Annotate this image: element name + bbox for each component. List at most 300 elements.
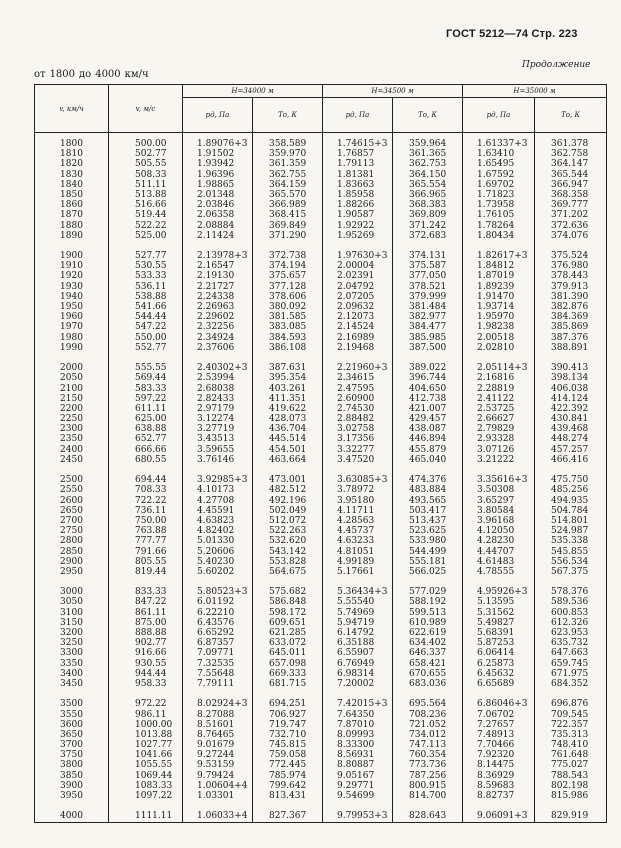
cell-v-kmh: 1820 — [60, 159, 83, 170]
cell-v-kmh: 3450 — [60, 678, 83, 689]
cell-p3: 7.06702 — [477, 709, 515, 720]
cell-v-ms: 583.33 — [135, 383, 167, 394]
cell-v-ms: 552.77 — [135, 342, 167, 353]
cell-v-kmh: 2450 — [60, 454, 83, 465]
cell-p2: 3.17356 — [337, 434, 375, 445]
cell-p1: 2.68038 — [197, 383, 235, 394]
cell-p1: 3.59655 — [197, 444, 235, 455]
cell-t3: 390.413 — [551, 363, 589, 374]
cell-v-ms: 511.11 — [135, 179, 167, 190]
cell-t1: 772.445 — [269, 760, 307, 771]
cell-v-ms: 555.55 — [135, 363, 167, 374]
cell-v-ms: 888.88 — [135, 628, 167, 638]
cell-p2: 3.32277 — [337, 444, 375, 455]
cell-t3: 524.987 — [551, 526, 589, 537]
cell-p3: 1.78264 — [477, 220, 515, 231]
cell-t2: 773.736 — [409, 760, 447, 771]
cell-t3: 439.468 — [551, 424, 589, 435]
cell-t3: 684.352 — [551, 678, 589, 689]
cell-p2: 5.74969 — [337, 607, 375, 618]
cell-v-ms: 550.00 — [135, 332, 167, 343]
cell-t1: 785.974 — [269, 770, 307, 781]
cell-p1: 4.82402 — [197, 526, 235, 537]
cell-t1: 482.512 — [269, 485, 307, 496]
cell-v-kmh: 2250 — [60, 414, 83, 425]
cell-t1: 543.142 — [269, 546, 307, 557]
cell-p1: 5.20606 — [197, 546, 235, 557]
cell-v-kmh: 3350 — [60, 658, 83, 669]
cell-t3: 376.980 — [551, 261, 589, 272]
cell-p3: 3.80584 — [477, 505, 515, 516]
cell-p1: 2.24338 — [197, 291, 235, 302]
cell-t1: 387.631 — [269, 363, 307, 374]
cell-p2: 6.35188 — [337, 638, 375, 649]
cell-v-ms: 569.44 — [135, 373, 167, 384]
cell-t3: 815.986 — [551, 791, 589, 801]
cell-p3: 2.05114+3 — [477, 363, 528, 374]
block-gap — [477, 241, 534, 251]
col-header-t1: Tо, К — [253, 98, 323, 133]
cell-p1: 6.01192 — [197, 597, 235, 608]
cell-p2: 9.79953+3 — [337, 811, 388, 822]
block-gap — [269, 577, 322, 587]
cell-p3: 5.87253 — [477, 638, 515, 649]
cell-p2: 2.09632 — [337, 302, 375, 312]
cell-t1: 827.367 — [269, 811, 307, 822]
cell-t3: 374.076 — [551, 230, 589, 241]
cell-t1: 633.072 — [269, 638, 307, 649]
cell-v-kmh: 3050 — [60, 597, 83, 608]
cell-p1: 1.03301 — [197, 791, 235, 801]
column-p1 — [183, 133, 253, 823]
cell-p3: 6.65689 — [477, 678, 515, 689]
atmosphere-table — [34, 84, 607, 823]
cell-p3: 2.41122 — [477, 393, 515, 404]
cell-p3: 6.86046+3 — [477, 699, 528, 710]
block-gap — [35, 241, 108, 251]
block-gap — [197, 577, 252, 587]
cell-t3: 365.544 — [551, 169, 589, 180]
cell-t2: 385.985 — [409, 332, 447, 343]
cell-t2: 382.977 — [409, 312, 447, 323]
cell-t3: 612.326 — [551, 617, 589, 628]
cell-p1: 2.34924 — [197, 332, 235, 343]
cell-t3: 485.256 — [551, 485, 589, 496]
cell-p3: 9.06091+3 — [477, 811, 528, 822]
cell-v-kmh: 1970 — [60, 322, 83, 333]
col-header-v-ms: v, м/с — [109, 85, 183, 133]
cell-t3: 388.891 — [551, 342, 589, 353]
cell-p3: 1.93714 — [477, 302, 515, 312]
block-gap — [477, 577, 534, 587]
cell-t1: 575.682 — [269, 587, 307, 598]
cell-p2: 5.94719 — [337, 617, 375, 628]
block-gap — [135, 353, 182, 363]
block-gap — [135, 689, 182, 699]
cell-p2: 1.76857 — [337, 149, 375, 160]
cell-p2: 6.14792 — [337, 628, 375, 638]
cell-t3: 375.524 — [551, 251, 589, 262]
col-header-p3: pд, Па — [463, 98, 535, 133]
cell-t3: 709.545 — [551, 709, 589, 720]
cell-p2: 2.60900 — [337, 393, 375, 404]
block-gap — [35, 353, 108, 363]
block-gap — [337, 241, 392, 251]
cell-v-kmh: 2000 — [60, 363, 83, 374]
cell-t1: 532.620 — [269, 536, 307, 547]
cell-p1: 2.16547 — [197, 261, 235, 272]
col-header-p2: pд, Па — [323, 98, 393, 133]
cell-p1: 1.91502 — [197, 149, 235, 160]
cell-p1: 1.06033+4 — [197, 811, 248, 822]
block-gap — [197, 801, 252, 811]
block-gap — [337, 689, 392, 699]
cell-p2: 7.42015+3 — [337, 699, 388, 710]
cell-t3: 457.257 — [551, 444, 589, 455]
cell-v-ms: 502.77 — [135, 149, 167, 160]
block-gap — [477, 801, 534, 811]
cell-t1: 759.058 — [269, 750, 307, 761]
group-header-3: H=35000 м — [463, 85, 607, 98]
cell-v-ms: 611.11 — [135, 403, 167, 414]
cell-p3: 1.91470 — [477, 291, 515, 302]
cell-p1: 7.79111 — [197, 678, 235, 689]
block-gap — [35, 689, 108, 699]
cell-t2: 368.383 — [409, 200, 447, 211]
cell-t2: 364.150 — [409, 169, 447, 180]
block-gap — [197, 689, 252, 699]
cell-p2: 4.63233 — [337, 536, 375, 547]
cell-p1: 6.87357 — [197, 638, 235, 649]
cell-t2: 523.625 — [409, 526, 447, 537]
cell-v-kmh: 1990 — [60, 342, 83, 353]
cell-t3: 382.876 — [551, 302, 589, 312]
cell-t3: 788.543 — [551, 770, 589, 781]
cell-t1: 681.715 — [269, 678, 307, 689]
cell-p1: 3.12274 — [197, 414, 235, 425]
cell-t1: 694.251 — [269, 699, 307, 710]
cell-p2: 4.99189 — [337, 556, 375, 567]
block-gap — [477, 465, 534, 475]
cell-p1: 3.92985+3 — [197, 475, 248, 486]
cell-t2: 371.242 — [409, 220, 447, 231]
group-header-2: H=34500 м — [323, 85, 463, 98]
cell-p2: 2.47595 — [337, 383, 375, 394]
cell-t2: 384.477 — [409, 322, 447, 333]
cell-t1: 362.755 — [269, 169, 307, 180]
cell-v-ms: 680.55 — [135, 454, 167, 465]
cell-p1: 8.51601 — [197, 719, 235, 730]
cell-t2: 377.050 — [409, 271, 447, 282]
cell-v-kmh: 3200 — [60, 628, 83, 638]
cell-p3: 6.45632 — [477, 668, 515, 679]
cell-p2: 2.88482 — [337, 414, 375, 425]
cell-t2: 366.965 — [409, 189, 447, 200]
cell-v-kmh: 3400 — [60, 668, 83, 679]
cell-t2: 421.007 — [409, 403, 447, 414]
cell-t1: 553.828 — [269, 556, 307, 567]
cell-p3: 1.95970 — [477, 312, 515, 323]
cell-t3: 775.027 — [551, 760, 589, 771]
cell-t2: 800.915 — [409, 780, 447, 791]
cell-t3: 494.935 — [551, 495, 589, 506]
cell-p1: 8.27088 — [197, 709, 235, 720]
cell-t1: 386.108 — [269, 342, 307, 353]
cell-p3: 4.28230 — [477, 536, 515, 547]
cell-t3: 381.390 — [551, 291, 589, 302]
cell-p2: 8.09993 — [337, 729, 375, 740]
col-header-p1: pд, Па — [183, 98, 253, 133]
cell-p3: 3.35616+3 — [477, 475, 528, 486]
cell-v-kmh: 1930 — [60, 281, 83, 292]
cell-v-ms: 763.88 — [135, 526, 167, 537]
cell-t3: 378.443 — [551, 271, 589, 282]
block-gap — [337, 577, 392, 587]
cell-t2: 610.989 — [409, 617, 447, 628]
range-to: 4000 — [95, 69, 121, 80]
cell-v-kmh: 2800 — [60, 536, 83, 547]
cell-t2: 503.417 — [409, 505, 447, 516]
cell-p2: 1.90587 — [337, 210, 375, 221]
block-gap — [409, 689, 462, 699]
cell-p1: 4.27708 — [197, 495, 235, 506]
cell-p3: 1.87019 — [477, 271, 515, 282]
cell-t1: 564.675 — [269, 566, 307, 577]
cell-v-kmh: 2950 — [60, 566, 83, 577]
cell-p2: 1.85958 — [337, 189, 375, 200]
cell-t1: 381.585 — [269, 312, 307, 323]
cell-p3: 2.02810 — [477, 342, 515, 353]
cell-p1: 9.01679 — [197, 740, 235, 751]
cell-p2: 1.97630+3 — [337, 251, 388, 262]
block-gap — [269, 353, 322, 363]
cell-v-ms: 638.88 — [135, 424, 167, 435]
cell-p3: 8.59683 — [477, 780, 515, 791]
cell-p1: 2.29602 — [197, 312, 235, 323]
cell-p3: 1.89239 — [477, 281, 515, 292]
cell-v-ms: 1069.44 — [135, 770, 173, 781]
cell-v-kmh: 2150 — [60, 393, 83, 404]
cell-p1: 3.76146 — [197, 454, 235, 465]
cell-p3: 7.48913 — [477, 729, 515, 740]
cell-v-kmh: 1890 — [60, 230, 83, 241]
cell-v-ms: 958.33 — [135, 678, 167, 689]
block-gap — [409, 353, 462, 363]
cell-p2: 8.33300 — [337, 740, 375, 751]
cell-t3: 430.841 — [551, 414, 589, 425]
cell-p1: 4.10173 — [197, 485, 235, 496]
cell-p3: 5.31562 — [477, 607, 515, 618]
column-p3 — [463, 133, 535, 823]
cell-p2: 2.16989 — [337, 332, 375, 343]
cell-v-ms: 1041.66 — [135, 750, 173, 761]
cell-v-ms: 1083.33 — [135, 780, 173, 791]
cell-t2: 721.052 — [409, 719, 447, 730]
cell-v-ms: 875.00 — [135, 617, 167, 628]
cell-t3: 398.134 — [551, 373, 589, 384]
cell-t2: 734.012 — [409, 729, 447, 740]
cell-p2: 4.28563 — [337, 515, 375, 526]
cell-v-kmh: 1950 — [60, 302, 83, 312]
cell-t3: 589.536 — [551, 597, 589, 608]
cell-p2: 3.78972 — [337, 485, 375, 496]
cell-v-kmh: 2400 — [60, 444, 83, 455]
cell-v-ms: 708.33 — [135, 485, 167, 496]
cell-p2: 4.11711 — [337, 505, 375, 516]
cell-p3: 5.13595 — [477, 597, 515, 608]
cell-p3: 5.49827 — [477, 617, 515, 628]
cell-v-ms: 819.44 — [135, 566, 167, 577]
cell-t2: 577.029 — [409, 587, 447, 598]
cell-v-kmh: 2050 — [60, 373, 83, 384]
cell-p1: 9.53159 — [197, 760, 235, 771]
cell-t3: 802.198 — [551, 780, 589, 791]
cell-p1: 5.01330 — [197, 536, 235, 547]
cell-p1: 2.19130 — [197, 271, 235, 282]
cell-v-ms: 527.77 — [135, 251, 167, 262]
cell-v-ms: 530.55 — [135, 261, 167, 272]
cell-t2: 747.113 — [409, 740, 447, 751]
cell-p2: 5.36434+3 — [337, 587, 388, 598]
cell-t1: 411.351 — [269, 393, 307, 404]
cell-p1: 2.06358 — [197, 210, 235, 221]
cell-t3: 361.378 — [551, 139, 589, 149]
block-gap — [551, 353, 606, 363]
cell-p1: 8.02924+3 — [197, 699, 248, 710]
cell-v-ms: 736.11 — [135, 505, 167, 516]
range-from-word: от — [34, 69, 46, 80]
block-gap — [197, 241, 252, 251]
cell-p3: 6.25873 — [477, 658, 515, 669]
cell-p3: 1.98238 — [477, 322, 515, 333]
cell-t1: 372.738 — [269, 251, 307, 262]
cell-p3: 3.21222 — [477, 454, 515, 465]
cell-p1: 2.01348 — [197, 189, 235, 200]
cell-p2: 4.45737 — [337, 526, 375, 537]
cell-v-kmh: 1860 — [60, 200, 83, 211]
cell-v-kmh: 2100 — [60, 383, 83, 394]
block-gap — [35, 577, 108, 587]
cell-t2: 429.457 — [409, 414, 447, 425]
cell-p1: 6.22210 — [197, 607, 235, 618]
block-gap — [135, 241, 182, 251]
cell-p3: 1.63410 — [477, 149, 515, 160]
cell-v-kmh: 1880 — [60, 220, 83, 231]
cell-p3: 8.82737 — [477, 791, 515, 801]
cell-p2: 1.79113 — [337, 159, 375, 170]
cell-t2: 372.683 — [409, 230, 447, 241]
block-gap — [551, 465, 606, 475]
cell-p1: 6.43576 — [197, 617, 235, 628]
cell-t1: 645.011 — [269, 648, 307, 659]
cell-t1: 366.989 — [269, 200, 307, 211]
cell-p2: 7.64350 — [337, 709, 375, 720]
cell-p2: 4.81051 — [337, 546, 375, 557]
cell-v-ms: 508.33 — [135, 169, 167, 180]
cell-p3: 4.61483 — [477, 556, 515, 567]
cell-t1: 375.657 — [269, 271, 307, 282]
cell-t2: 361.365 — [409, 149, 447, 160]
continuation-label: Продолжение — [522, 60, 591, 70]
range-to-word: до — [79, 69, 92, 80]
cell-v-kmh: 1940 — [60, 291, 83, 302]
cell-p1: 7.09771 — [197, 648, 235, 659]
cell-v-kmh: 3800 — [60, 760, 83, 771]
cell-t3: 364.147 — [551, 159, 589, 170]
cell-p3: 1.61337+3 — [477, 139, 528, 149]
block-gap — [409, 577, 462, 587]
cell-t3: 369.777 — [551, 200, 589, 211]
cell-t3: 384.369 — [551, 312, 589, 323]
cell-v-ms: 544.44 — [135, 312, 167, 323]
cell-t2: 465.040 — [409, 454, 447, 465]
cell-t2: 483.884 — [409, 485, 447, 496]
cell-v-kmh: 3300 — [60, 648, 83, 659]
cell-v-ms: 625.00 — [135, 414, 167, 425]
cell-p2: 2.34615 — [337, 373, 375, 384]
cell-t2: 365.554 — [409, 179, 447, 190]
cell-t2: 359.964 — [409, 139, 447, 149]
cell-p1: 5.60202 — [197, 566, 235, 577]
cell-t1: 378.606 — [269, 291, 307, 302]
cell-p2: 2.07205 — [337, 291, 375, 302]
cell-t1: 361.359 — [269, 159, 307, 170]
cell-t2: 533.980 — [409, 536, 447, 547]
cell-v-ms: 652.77 — [135, 434, 167, 445]
cell-t1: 621.285 — [269, 628, 307, 638]
cell-v-kmh: 1810 — [60, 149, 83, 160]
cell-v-ms: 986.11 — [135, 709, 167, 720]
cell-t3: 406.038 — [551, 383, 589, 394]
cell-t1: 419.622 — [269, 403, 307, 414]
block-gap — [551, 689, 606, 699]
cell-p3: 3.65297 — [477, 495, 515, 506]
cell-v-kmh: 2300 — [60, 424, 83, 435]
cell-v-kmh: 1980 — [60, 332, 83, 343]
cell-t1: 383.085 — [269, 322, 307, 333]
cell-t2: 814.700 — [409, 791, 447, 801]
cell-v-kmh: 3900 — [60, 780, 83, 791]
cell-t2: 760.354 — [409, 750, 447, 761]
col-header-t2: Tо, К — [393, 98, 463, 133]
cell-t2: 362.753 — [409, 159, 447, 170]
cell-p1: 2.21727 — [197, 281, 235, 292]
cell-t1: 512.072 — [269, 515, 307, 526]
cell-t2: 412.738 — [409, 393, 447, 404]
cell-t2: 396.744 — [409, 373, 447, 384]
cell-t2: 369.809 — [409, 210, 447, 221]
cell-t2: 555.181 — [409, 556, 447, 567]
cell-v-ms: 694.44 — [135, 475, 167, 486]
cell-t1: 445.514 — [269, 434, 307, 445]
cell-v-ms: 944.44 — [135, 668, 167, 679]
cell-v-kmh: 4000 — [60, 811, 83, 822]
cell-p3: 7.92320 — [477, 750, 515, 761]
cell-t1: 492.196 — [269, 495, 307, 506]
cell-t1: 669.333 — [269, 668, 307, 679]
cell-t2: 378.521 — [409, 281, 447, 292]
cell-t1: 371.290 — [269, 230, 307, 241]
cell-p3: 6.06414 — [477, 648, 515, 659]
cell-t2: 683.036 — [409, 678, 447, 689]
cell-v-ms: 522.22 — [135, 220, 167, 231]
cell-p2: 2.02391 — [337, 271, 375, 282]
cell-v-ms: 533.33 — [135, 271, 167, 282]
cell-v-kmh: 3150 — [60, 617, 83, 628]
cell-p2: 1.74615+3 — [337, 139, 388, 149]
cell-p1: 1.96396 — [197, 169, 235, 180]
block-gap — [269, 689, 322, 699]
